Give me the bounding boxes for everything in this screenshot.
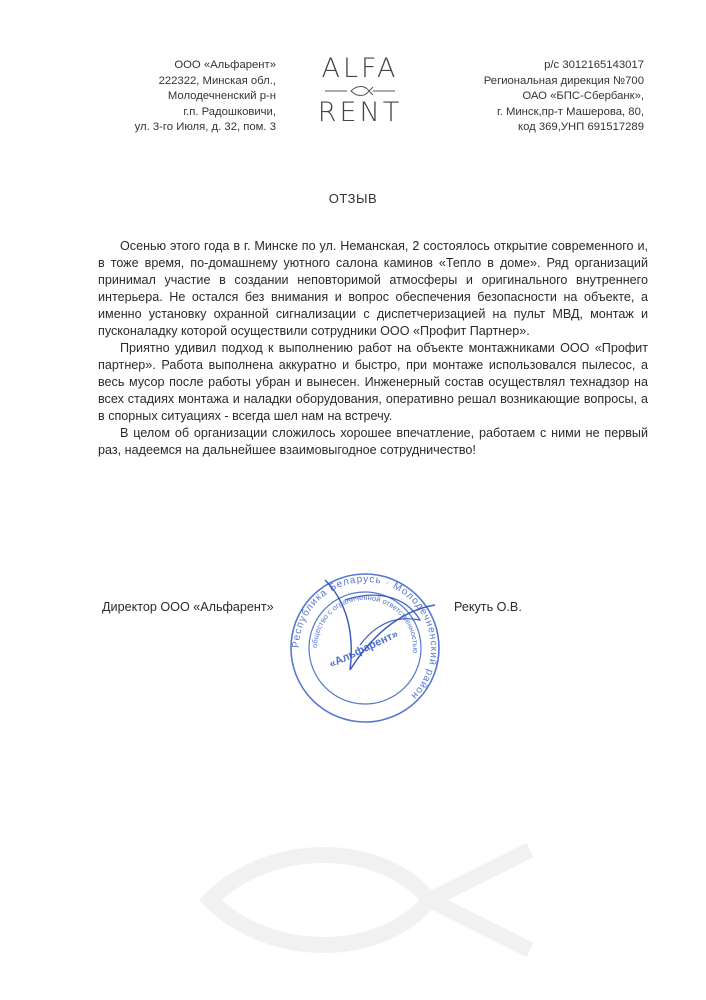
fish-ornament-icon: [325, 84, 395, 98]
address-line: г.п. Радошковичи,: [183, 105, 276, 118]
fish-watermark-icon: [200, 830, 580, 970]
bank-line: код 369,УНП 691517289: [518, 121, 644, 134]
signer-position: Директор ООО «Альфарент»: [102, 600, 274, 614]
paragraph: В целом об организации сложилось хорошее впечатление, работаем с ними не первый раз, надеемся на дальнейшее взаимовыгодное сотрудничество!: [98, 426, 648, 457]
document-body: [98, 238, 648, 459]
address-line: 222322, Минская обл.,: [158, 74, 276, 87]
bank-line: Региональная дирекция №700: [483, 74, 644, 87]
signer-name: Рекуть О.В.: [454, 600, 522, 614]
address-line: ООО «Альфарент»: [174, 59, 276, 71]
paragraph: Приятно удивил подход к выполнению работ на объекте монтажниками ООО «Профит партнер». Работа выполнена аккуратно и быстро, при монтаже использовался пылесос, а весь мусор после работы убран и вынесен. Инженерный состав осуществлял технадзор на всех стадиях монтажа и наладки оборудования, оперативно решал возникающие вопросы, а в спорных ситуациях - всегда шел нам на встречу.: [98, 341, 648, 423]
bank-line: ОАО «БПС-Сбербанк»,: [522, 90, 644, 103]
stamp-inner-text: общество с ограниченной ответственностью: [309, 592, 421, 654]
company-logo: [306, 54, 414, 136]
company-stamp: [285, 560, 445, 725]
bank-line: г. Минск,пр-т Машерова, 80,: [496, 105, 644, 118]
logo-line2: RENT: [317, 97, 403, 128]
document-title: ОТЗЫВ: [328, 191, 378, 206]
sender-address: [96, 58, 276, 136]
bank-details: [424, 58, 644, 136]
stamp-outer-text: Республика Беларусь · Молодечненский район: [290, 573, 440, 702]
address-line: Молодечненский р-н: [167, 90, 276, 103]
paragraph: Осенью этого года в г. Минске по ул. Неманская, 2 состоялось открытие современного и, в тоже время, по-домашнему уютного салона каминов «Тепло в доме». Ряд организаций принимал участие в создании неповторимой атмосферы и оригинального внутреннего интерьера. Не остался без внимания и вопрос обеспечения безопасности на объекте, а именно установку охранной сигнализации с диспетчеризацией на пульт МВД, монтаж и пусконаладку которой осуществили сотрудники ООО «Профит Партнер».: [98, 239, 648, 338]
logo-line1: ALFA: [321, 53, 399, 84]
bank-line: р/с 3012165143017: [544, 59, 644, 71]
stamp-center-text: «Альфарент»: [327, 628, 401, 671]
address-line: ул. 3-го Июля, д. 32, пом. 3: [134, 121, 276, 134]
